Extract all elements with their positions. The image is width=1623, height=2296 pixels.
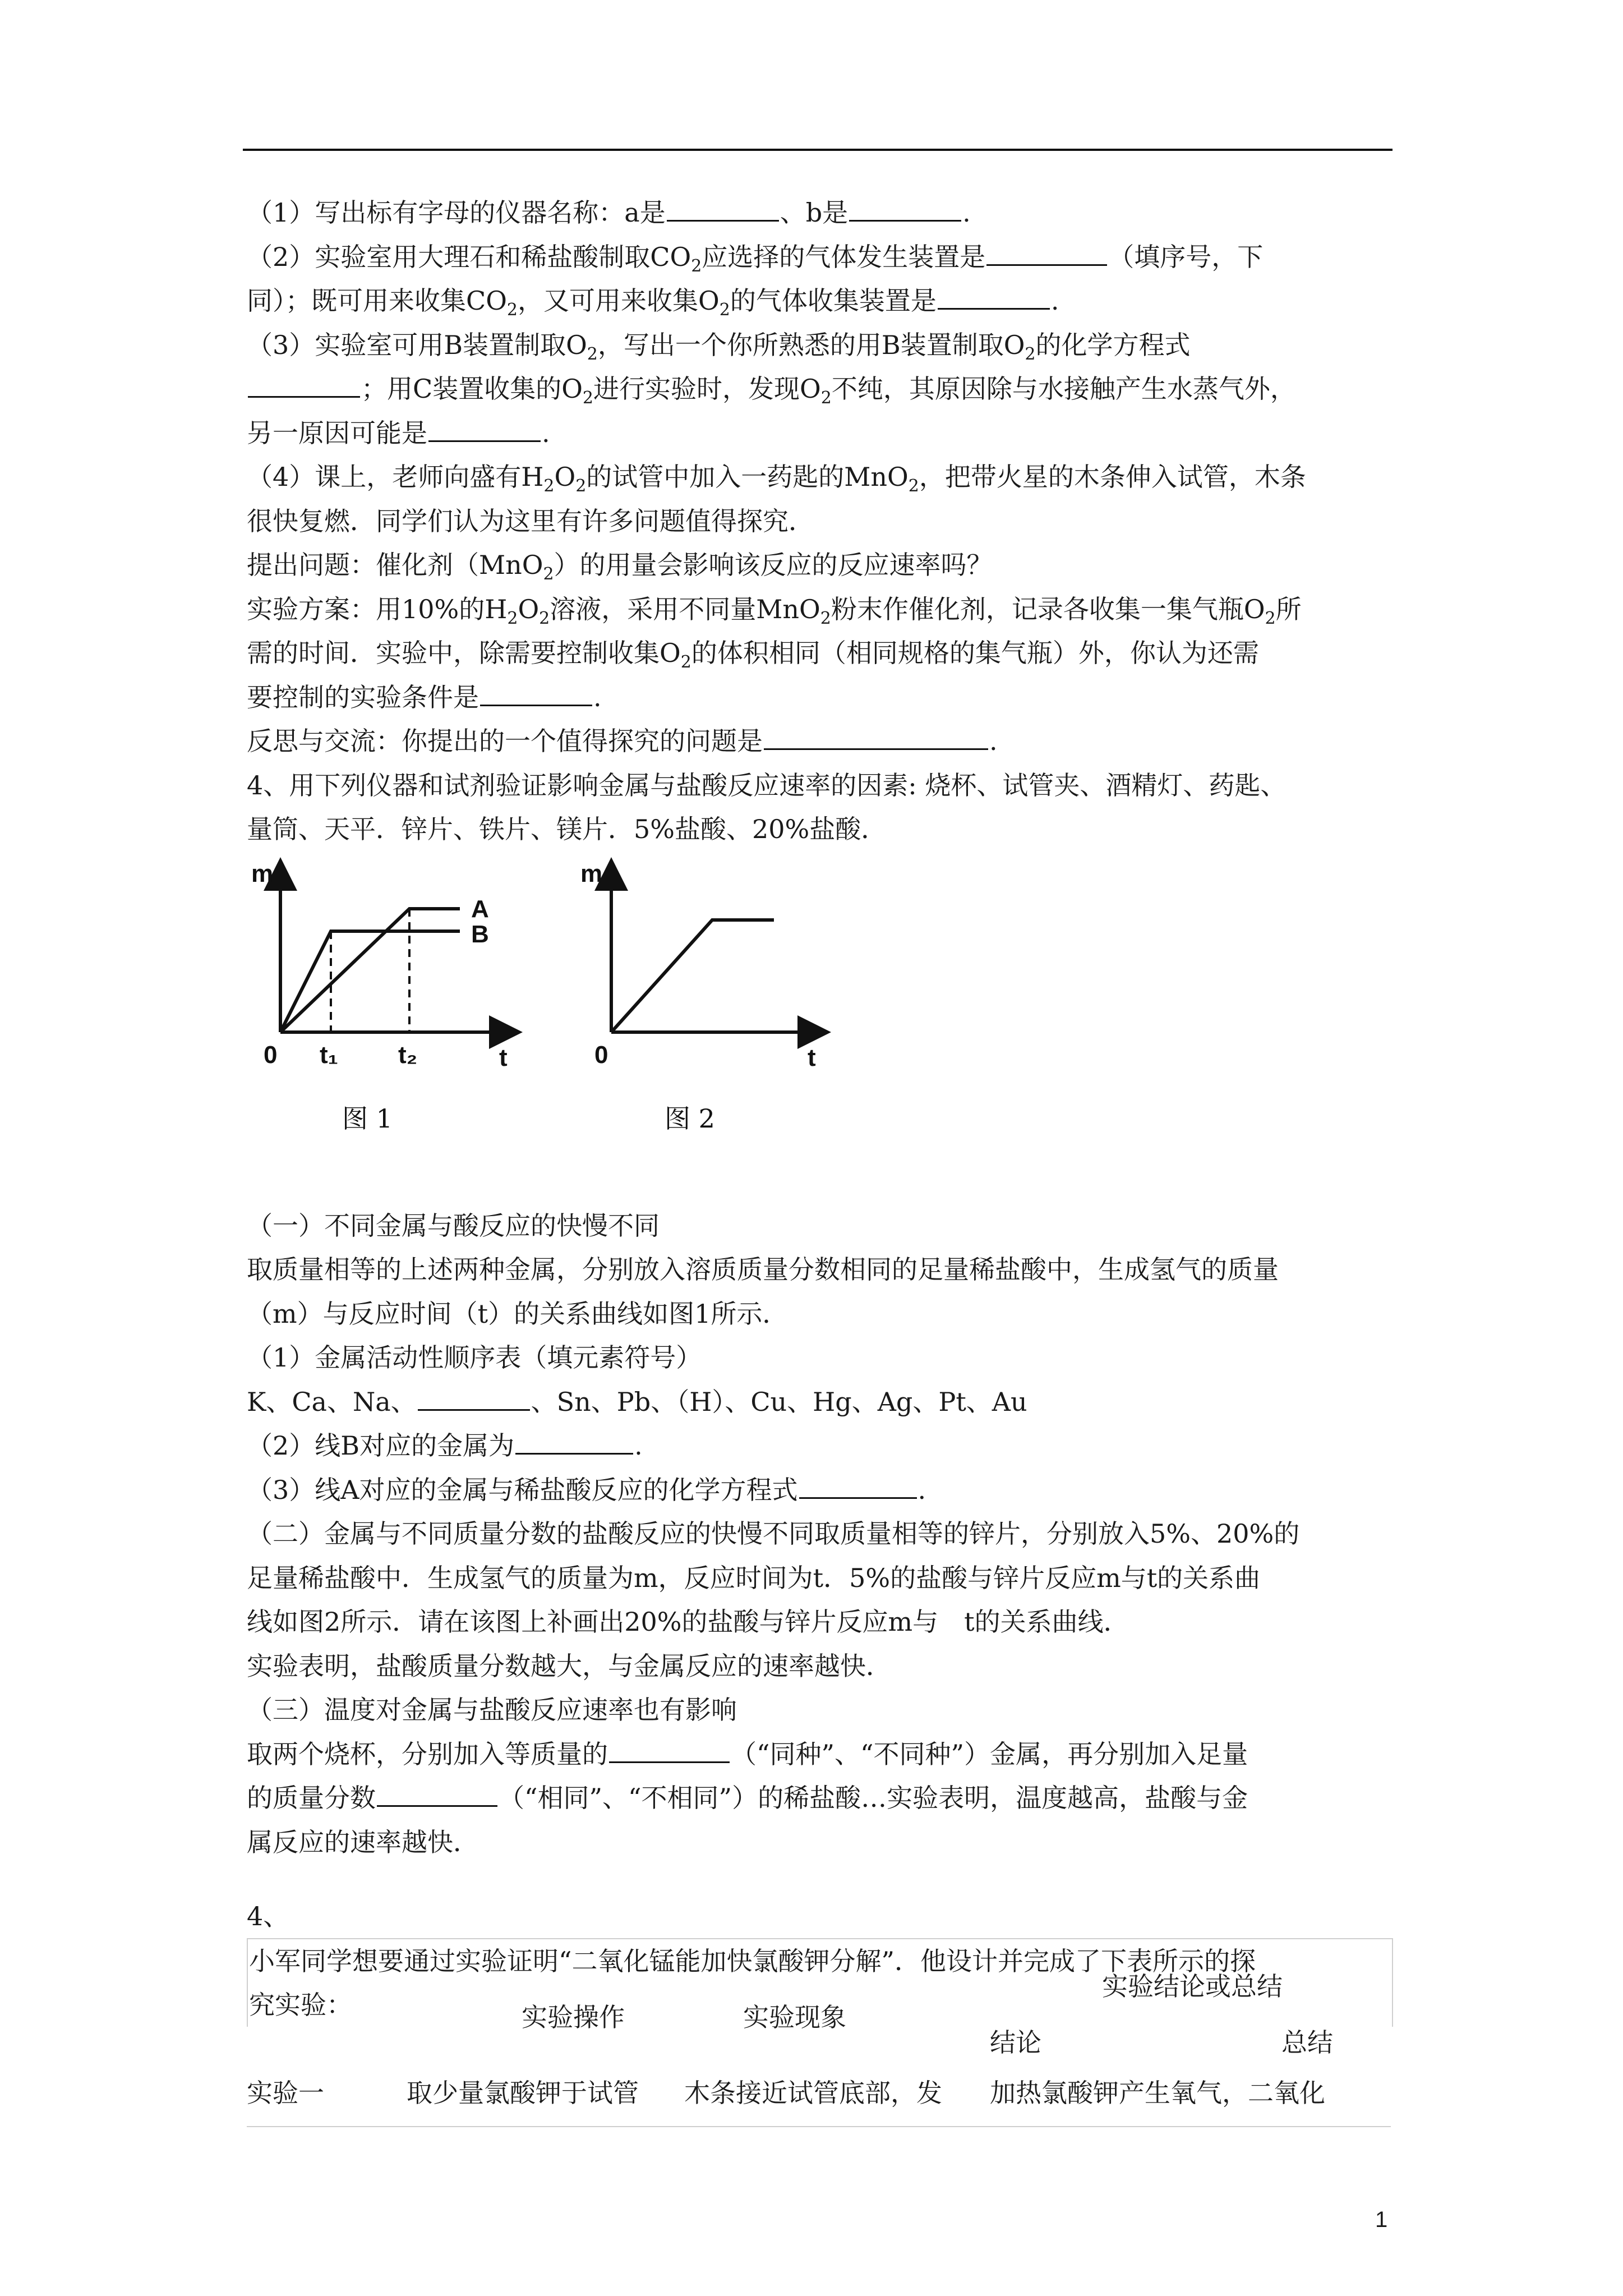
header-rule [243, 149, 1393, 151]
figure-1 [280, 864, 516, 1032]
text-line: （三）温度对金属与盐酸反应速率也有影响 [247, 1695, 737, 1725]
text-line: 足量稀盐酸中．生成氢气的质量为m，反应时间为t．5%的盐酸与锌片反应m与t的关系曲 [247, 1562, 1261, 1593]
table-cell: 实验一 [247, 2078, 324, 2108]
fig1-t2-label: t₂ [398, 1041, 418, 1069]
question-number: 4、 [247, 1901, 289, 1931]
table-header-operation: 实验操作 [522, 2002, 625, 2032]
table-cell: 加热氯酸钾产生氧气，二氧化 [990, 2078, 1325, 2108]
fig2-y-label: m [580, 860, 603, 887]
text-line: 同）；既可用来收集$CO_2$，又可用来收集$O_2$的气体收集装置是 . [247, 286, 1059, 320]
text-line: 取两个烧杯，分别加入等质量的 （“同种”、“不同种”）金属，再分别加入足量 [247, 1738, 1248, 1769]
text-line: （2）线B对应的金属为 . [247, 1430, 643, 1461]
table-header-summary: 总结 [1281, 2027, 1333, 2058]
figures [241, 847, 858, 1150]
fig1-x-label: t [499, 1044, 508, 1071]
fig1-y-label: m [251, 860, 274, 887]
fig1-line-a [280, 909, 460, 1032]
fig2-curve-5pct [611, 920, 774, 1032]
text-line: K、Ca、Na、 、Sn、Pb、（H）、Cu、Hg、Ag、Pt、Au [247, 1386, 1027, 1417]
text-line: 实验表明，盐酸质量分数越大，与金属反应的速率越快． [247, 1650, 892, 1681]
text-line: 实验方案：用10%的$H_2O_2$溶液，采用不同量MnO$_2$粉末作催化剂，记录各收集一集气瓶$O_2$所 [247, 593, 1302, 628]
page-number: 1 [1375, 2207, 1388, 2232]
text-line: （2）实验室用大理石和稀盐酸制取$CO_2$应选择的气体发生装置是 （填序号，下 [247, 241, 1264, 276]
fig2-origin: 0 [594, 1041, 608, 1069]
text-line: 需的时间．实验中，除需要控制收集$O_2$的体积相同（相同规格的集气瓶）外，你认为还需 [247, 638, 1259, 673]
text-line: （m）与反应时间（t）的关系曲线如图1所示． [247, 1298, 789, 1329]
answer-blank[interactable] [938, 286, 1050, 310]
text-line: （3）实验室可用B装置制取$O_2$，写出一个你所熟悉的用B装置制取$O_2$的化学方程式 [247, 329, 1191, 364]
fig2-x-label: t [808, 1044, 816, 1071]
fig1-caption: 图 1 [342, 1103, 393, 1134]
text-line: （4）课上，老师向盛有$H_2O_2$的试管中加入一药匙的MnO$_2$，把带火星的木条伸入试管，木条 [247, 462, 1306, 496]
answer-blank[interactable] [515, 1430, 633, 1455]
text-line: 要控制的实验条件是 . [247, 682, 602, 712]
fig1-t1-label: t₁ [320, 1041, 338, 1069]
text-line: 小军同学想要通过实验证明“二氧化锰能加快氯酸钾分解”．他设计并完成了下表所示的探 [249, 1946, 1256, 1976]
answer-blank[interactable] [377, 1783, 497, 1807]
text-line: 很快复燃．同学们认为这里有许多问题值得探究． [247, 505, 814, 536]
fig2-caption: 图 2 [665, 1103, 715, 1134]
text-line: 的质量分数 （“相同”、“不相同”）的稀盐酸…实验表明，温度越高，盐酸与金 [247, 1783, 1248, 1813]
figure-2 [611, 864, 824, 1032]
text-line: （一）不同金属与酸反应的快慢不同 [247, 1210, 660, 1241]
fig1-b-label: B [471, 921, 489, 948]
text-line: ；用C装置收集的$O_2$进行实验时，发现$O_2$不纯，其原因除与水接触产生水蒸气外， [247, 367, 1402, 411]
answer-blank[interactable] [799, 1475, 917, 1499]
table-header-group: 实验结论或总结 [1102, 1971, 1283, 2001]
text-line: 究实验： [249, 1990, 352, 2020]
table-cell: 木条接近试管底部，发 [684, 2078, 942, 2108]
text-line: 属反应的速率越快． [247, 1826, 479, 1857]
table-header-phenomenon: 实验现象 [743, 2002, 846, 2032]
text-line: 提出问题：催化剂（MnO$_2$）的用量会影响该反应的反应速率吗？ [247, 550, 993, 585]
fig1-origin: 0 [264, 1041, 278, 1069]
text-line: （二）金属与不同质量分数的盐酸反应的快慢不同取质量相等的锌片，分别放入5%、20%的 [247, 1519, 1300, 1549]
answer-blank[interactable] [986, 242, 1107, 266]
answer-blank[interactable] [764, 726, 988, 750]
fig1-a-label: A [471, 895, 489, 923]
table-header-conclusion: 结论 [990, 2027, 1041, 2058]
text-line: （3）线A对应的金属与稀盐酸反应的化学方程式 . [247, 1474, 926, 1505]
answer-blank[interactable] [428, 418, 541, 442]
answer-blank[interactable] [418, 1387, 530, 1411]
text-line: （1）写出标有字母的仪器名称：a是 、b是 . [247, 197, 971, 228]
text-line: 线如图2所示．请在该图上补画出20%的盐酸与锌片反应m与 t的关系曲线． [247, 1607, 1129, 1637]
text-line: （1）金属活动性顺序表（填元素符号） [247, 1342, 702, 1373]
answer-blank[interactable] [849, 197, 961, 222]
text-line: 4、用下列仪器和试剂验证影响金属与盐酸反应速率的因素: 烧杯、试管夹、酒精灯、药匙、 [247, 770, 1287, 800]
answer-blank[interactable] [480, 682, 592, 706]
table-bottom-rule [247, 2126, 1391, 2127]
answer-blank[interactable] [609, 1739, 730, 1763]
answer-blank[interactable] [667, 197, 779, 222]
text-line: 取质量相等的上述两种金属，分别放入溶质质量分数相同的足量稀盐酸中，生成氢气的质量 [247, 1254, 1279, 1285]
text-line: 量筒、天平．锌片、铁片、镁片．5%盐酸、20%盐酸． [247, 814, 887, 844]
text-line: 反思与交流：你提出的一个值得探究的问题是 . [247, 726, 998, 756]
answer-blank[interactable] [248, 374, 360, 398]
table-cell: 取少量氯酸钾于试管 [407, 2078, 639, 2108]
text-line: 另一原因可能是 . [247, 417, 550, 448]
